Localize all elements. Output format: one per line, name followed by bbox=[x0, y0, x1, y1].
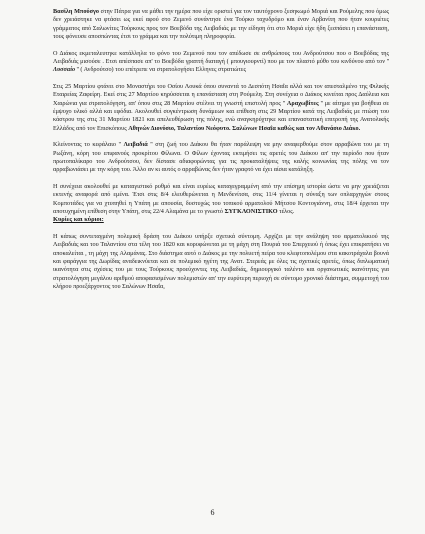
document-body bbox=[53, 8, 389, 291]
paragraph-5 bbox=[53, 183, 389, 216]
paragraph-2-text-a: Ο Διάκος εκμεταλευτηκε κατάλληλα το φόνο του Ζεμενού που τον απέδωσε σε ανθρώπους του Ανδρούτσου που ο Βοεβόδας της Λειβαδιάς μισούσε . Ετσι απέσπασε απ' το Βοεβόδα γραπτή διαταγή ( μπουγιουρντί) που με τον πλαστό μύθο του κινδύνου από τον '' bbox=[53, 49, 389, 65]
paragraph-5-text-b: τέλος. bbox=[277, 207, 295, 215]
italic-lyssaios: Λυσσαίο bbox=[53, 66, 76, 74]
paragraph-6: Η κάπως συντεταγμένη πολεμική δράση του Διάκου υπήρξε σχετικά σύντομη. Αρχίζει με την ανάληψη του αρματολικιού της Λειβαδιάς και του Ταλαντίου στα τέλη του 1820 και κορυφώνεται με τη μάχη στη Πουριά του Σπερχειού ή όπως έχει επικρατήσει να αποκαλείται , τη μάχη της Αλαμάνας. Στο διάστημα αυτό ο Διάκος με την πολυετή πείρα του κλεφτοπολέμου στα κακοτράχαλα βουνά και φαράγγια της Δωρίδας αναδεικνύεται και σε πολεμικό ηγέτη της Ανατ. Στερεάς με όλες τις σχετικές αρετές, όπως διπλωματική ικανότητα στις σχέσεις του με τους Τούρκους προεύχοντες της Λειβαδιάς, δημιουργικό ταλέντο και οργανωτικές ικανότητες για στρατολόγηση μεγάλου αριθμού αποφασισμένων πολεμιστών απ' την ευρύτερη περιοχή σε σύντομο χρονικό διάστημα, συμμετοχή του κλήρου προεξάρχοντος του Σαλώνων Ησαΐα, bbox=[53, 233, 389, 290]
paragraph-1 bbox=[53, 8, 389, 41]
paragraph-4-text-a: Κλείνοντας το κεφάλαιο '' bbox=[53, 141, 124, 149]
paragraph-4-text-b: '' στη ζωή του Διάκου θα ήταν παράλειψη να μην αναφερθούμε στον αρραβώνα του με τη Ρωξάνη, κόρη του επιφανούς προκρίτου Φίλωνα. Ο Φίλων έχοντας εκτιμήσει τις αρετές του Διάκου απ' την περίοδο που ήταν πρωτοπαλίκαρο του Ανδρούτσου, δεν δίστασε αδιαφορώντας για τις προκαταλήψεις της καλής κοινωνίας της πόλης να τον αρραβωνιάσει με την κόρη του. Άλλο αν κι αυτός ο αρραβώνας δεν ήταν γραφτό να έχει αίσια κατάληξη. bbox=[53, 141, 389, 174]
bold-sygklonistiko: ΣΥΓΚΛΟΝΙΣΤΙΚΟ bbox=[224, 207, 278, 215]
paragraph-3 bbox=[53, 83, 389, 133]
section-heading: Κυρίες και κύριοι: bbox=[53, 216, 104, 224]
bold-leivadia: Λειβαδιά bbox=[123, 141, 148, 149]
paragraph-2 bbox=[53, 50, 389, 75]
paragraph-3-text-b: '' με αίτημα για βοήθεια σε έμψυχο υλικό αλλά και εφόδια. Ακολουθεί συγκέντρωση δυνάμεων και επίθεση στις 29 Μαρτίου κατά της Λειβαδιάς με πτώση του κάστρου της στις 31 Μαρτίου 1821 και απελευθέρωση της πόλης, ενώ αναγκηρύχτηκε και επαναστατική επιτροπή της Ανατολικής Ελλάδος από τον Επισκόπους bbox=[53, 99, 389, 132]
bold-name-bousgos: Βασίλη Μπούσγο bbox=[53, 8, 99, 15]
paragraph-3-text-a: Στις 25 Μαρτίου φτάνει στο Μοναστήρι του Οσίου Λουκά όπου συναντά το Δεσπότη Ησαΐα αλλά και τον απεσταλμένο της Φιλικής Εταιρείας Ζαφείρη. Εκεί στις 27 Μαρτίου κηρύσσεται η επανάσταση στη Ρούμελη. Στη συνέχεια ο Διάκος κινείται προς Δαύλεια και Χαιρώνια για στρατολόγηση, απ' όπου στις 28 Μαρτίου στέλνει τη γνωστή επιστολή προς '' bbox=[53, 83, 389, 107]
paragraph-1-text: στην Πάτρα για να μάθει την ημέρα που είχε οριστεί για τον ταυτόχρονο ξεσηκωμό Μοριά και Ρούμελης που όμως δεν χρειάστηκε να φτάσει ως εκεί αφού στο Ζεμενό συνάντησε ένα Τούρκο ταχυδρόμο και έναν Αρβανίτη που ήταν κουριέτες γράμματος από Σαλωνίτες Τούρκους προς τον Βοεβόδα της Λειβαδιάς με την είδηση ότι στο Μοριά είχε ήδη ξεσπάσει η επανάσταση, τους φόνευσε αποσπώντας έτσι το γράμμα και την πολύτιμη πληροφορία. bbox=[53, 8, 389, 40]
bold-bishops: Αθηνών Διονύσιο, Ταλαντίου Νεόφυτο. Σαλώνων Ησαΐα καθώς και τον Αθανάσιο Διάκο. bbox=[128, 124, 361, 132]
page-number: 6 bbox=[210, 508, 215, 517]
paragraph-2-text-b: '' ( Ανδρούτσο) του επέτρεπε να στρατολογήσει Ελληνες στρατιώτες bbox=[75, 66, 246, 74]
paragraph-4 bbox=[53, 141, 389, 174]
paragraph-5-text-a: Η συνέχεια ακολουθεί με καταιγιστικό ρυθμό και είναι ευρέως καταγεγραμμένη από την επίσημη ιστορία ώστε να μην χρειάζεται εκτενής αναφορά από εμένα. Έτσι στις 8/4 ελευθερώνεται η Μενδενίτσα, στις 11/4 γίνεται η σύναξη των οπλαρχηγών στους Κομποτάδες για να χτυπηθεί η Υπάτη με απουσία, δυστυχώς του τοπικού αρματολού Μήτσου Κοντογιάννη, στις 18/4 έρχεται την αποτυχημένη επίθεση στην Υπάτη, στις 22/4 Αλαμάνα με το γνωστό bbox=[53, 183, 389, 215]
bold-arachovites: Αραχωβίτες bbox=[286, 99, 319, 107]
